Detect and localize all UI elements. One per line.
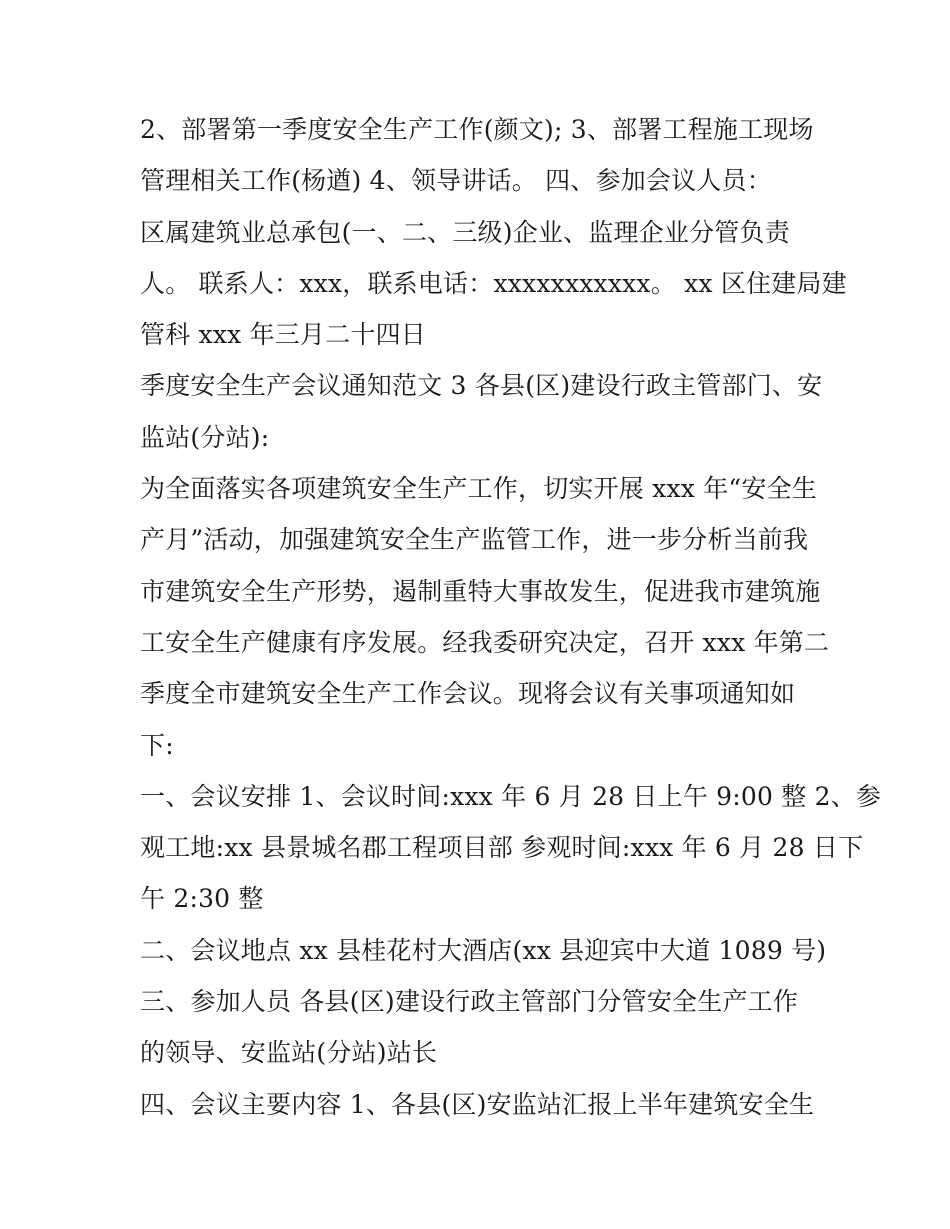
text-line: 产月”活动，加强建筑安全生产监管工作，进一步分析当前我 [140,525,809,555]
text-line: 区属建筑业总承包(一、二、三级)企业、监理企业分管负责 [140,217,790,247]
text-line: 人。 联系人：xxx，联系电话：xxxxxxxxxxx。 xx 区住建局建 [140,268,847,298]
text-line: 2、部署第一季度安全生产工作(颜文); 3、部署工程施工现场 [140,115,814,144]
text-line: 市建筑安全生产形势，遏制重特大事故发生，促进我市建筑施 [140,576,821,606]
text-line: 管理相关工作(杨遒) 4、领导讲话。 四、参加会议人员： [140,166,772,196]
text-line: 四、会议主要内容 1、各县(区)安监站汇报上半年建筑安全生 [140,1089,815,1119]
text-line: 季度安全生产会议通知范文 3 各县(区)建设行政主管部门、安 [140,371,823,401]
text-line: 季度全市建筑安全生产工作会议。现将会议有关事项通知如 [140,679,796,709]
text-line: 监站(分站): [140,422,270,452]
text-line: 的领导、安监站(分站)站长 [140,1038,438,1068]
text-line: 为全面落实各项建筑安全生产工作，切实开展 xxx 年“安全生 [140,474,817,504]
text-line: 工安全生产健康有序发展。经我委研究决定，召开 xxx 年第二 [140,627,830,657]
text-line: 一、会议安排 1、会议时间:xxx 年 6 月 28 日上午 9:00 整 2、参 [140,781,882,811]
document-body [140,104,882,1130]
text-line: 管科 xxx 年三月二十四日 [140,320,426,350]
text-line: 下: [140,730,174,760]
text-line: 二、会议地点 xx 县桂花村大酒店(xx 县迎宾中大道 1089 号) [140,935,827,965]
text-line: 观工地:xx 县景城名郡工程项目部 参观时间:xxx 年 6 月 28 日下 [140,833,864,863]
text-line: 午 2:30 整 [140,884,264,914]
text-line: 三、参加人员 各县(区)建设行政主管部门分管安全生产工作 [140,987,799,1017]
